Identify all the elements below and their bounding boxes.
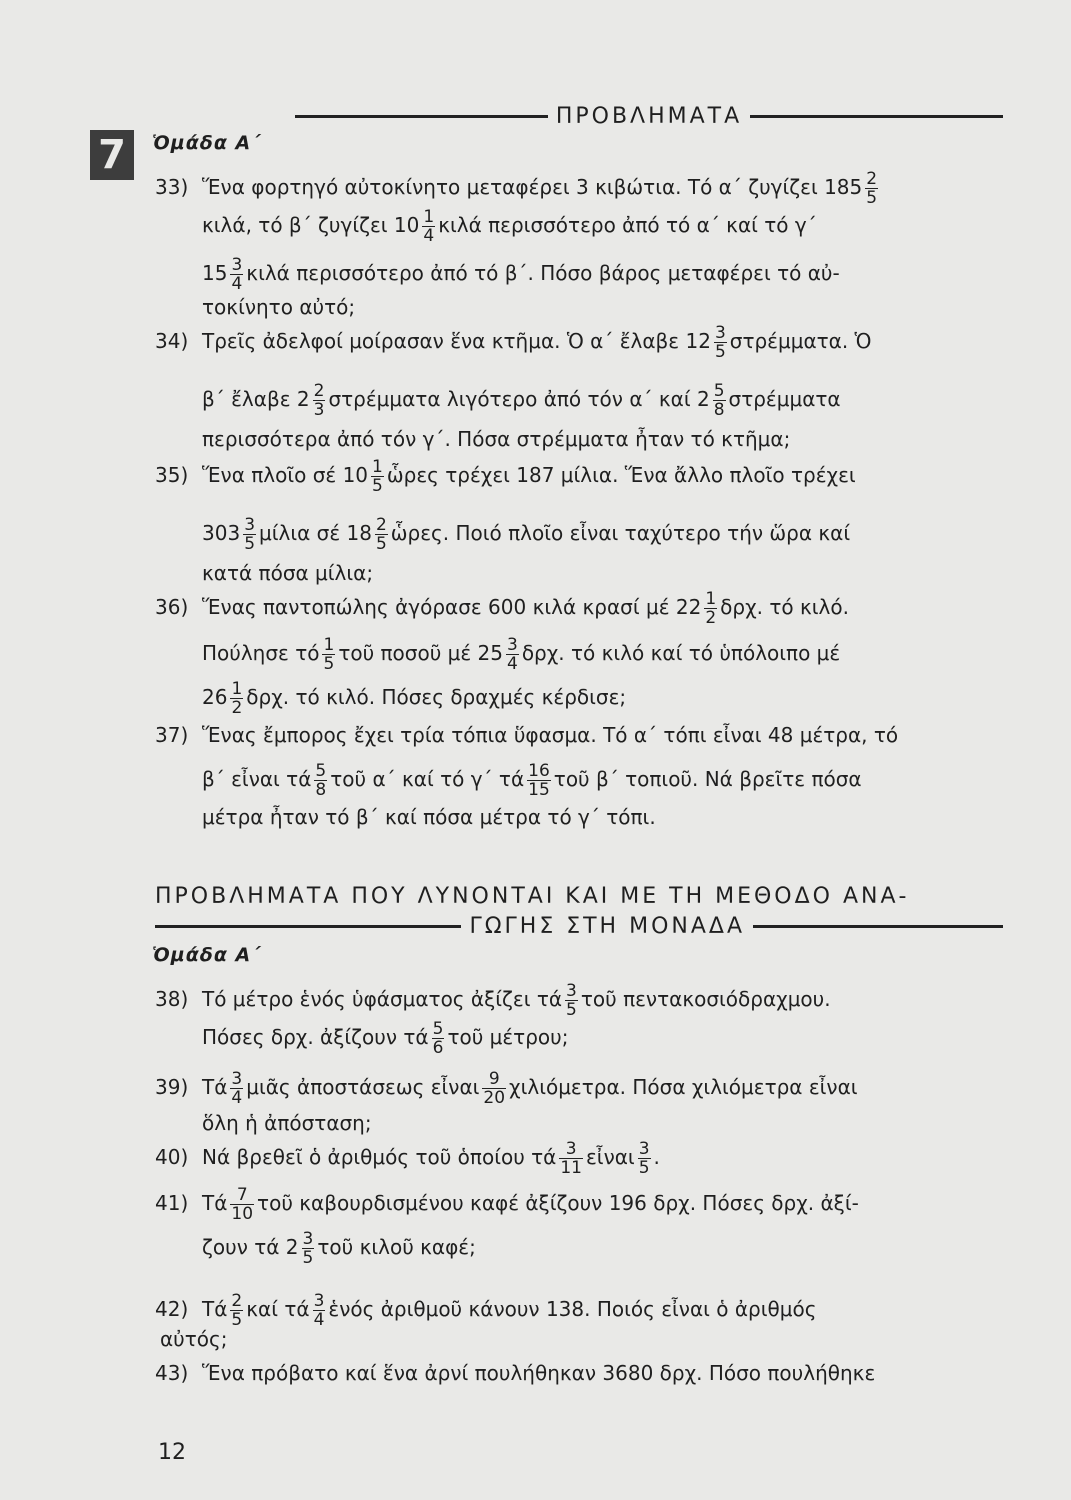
- problem-40-line-1: 40) Νά βρεθεῖ ὁ ἀριθμός τοῦ ὁποίου τά $\frac{3}{11}$ εἶναι $\frac{3}{5}$ .: [155, 1139, 660, 1178]
- fraction: $\frac{2}{3}$: [313, 381, 325, 420]
- section2-title-line-1: ΠΡΟΒΛΗΜΑΤΑ ΠΟΥ ΛΥΝΟΝΤΑΙ ΚΑΙ ΜΕ ΤΗ ΜΕΘΟΔΟ ΑΝΑ-: [155, 884, 910, 909]
- fraction: $\frac{1}{5}$: [372, 457, 383, 496]
- fraction: $\frac{5}{8}$: [713, 381, 725, 420]
- problem-36-line-1: 36) Ἕνας παντοπώλης ἀγόρασε 600 κιλά κρασί μέ 22 $\frac{1}{2}$ δρχ. τό κιλό.: [155, 589, 849, 628]
- fraction: $\frac{3}{11}$: [560, 1139, 582, 1178]
- fraction: $\frac{5}{8}$: [315, 761, 327, 800]
- problem-33-line-3: 15 $\frac{3}{4}$ κιλά περισσότερο ἀπό τό β΄. Πόσο βάρος μεταφέρει τό αὐ-: [202, 255, 840, 294]
- problem-42-line-1: 42) Τά $\frac{2}{5}$ καί τά $\frac{3}{4}$ ἑνός ἀριθμοῦ κάνουν 138. Ποιός εἶναι ὁ ἀριθμός: [155, 1291, 817, 1330]
- problem-34-line-2: β΄ ἔλαβε 2 $\frac{2}{3}$ στρέμματα λιγότερο ἀπό τόν α΄ καί 2 $\frac{5}{8}$ στρέμματα: [202, 381, 841, 420]
- problem-37-line-2: β΄ εἶναι τά $\frac{5}{8}$ τοῦ α΄ καί τό γ΄ τά $\frac{16}{15}$ τοῦ β΄ τοπιοῦ. Νά βρεῖτε πόσα: [202, 761, 862, 800]
- fraction: $\frac{3}{5}$: [566, 981, 577, 1020]
- section-title: ΠΡΟΒΛΗΜΑΤΑ: [555, 104, 743, 129]
- problem-37-line-3: μέτρα ἦταν τό β΄ καί πόσα μέτρα τό γ΄ τόπι.: [202, 805, 656, 829]
- problem-34-line-3: περισσότερα ἀπό τόν γ΄. Πόσα στρέμματα ἦταν τό κτῆμα;: [202, 427, 791, 451]
- fraction: $\frac{3}{5}$: [638, 1139, 650, 1178]
- fraction: $\frac{1}{5}$: [323, 635, 335, 674]
- problem-38-line-2: Πόσες δρχ. ἀξίζουν τά $\frac{5}{6}$ τοῦ μέτρου;: [202, 1019, 569, 1058]
- fraction: $\frac{1}{2}$: [231, 679, 243, 718]
- group-label-2: Ὁμάδα Α΄: [152, 944, 261, 966]
- problem-41-line-1: 41) Τά $\frac{7}{10}$ τοῦ καβουρδισμένου καφέ ἀξίζουν 196 δρχ. Πόσες δρχ. ἀξί-: [155, 1185, 859, 1224]
- problem-35-line-3: κατά πόσα μίλια;: [202, 561, 374, 585]
- fraction: $\frac{5}{6}$: [432, 1019, 444, 1058]
- fraction: $\frac{3}{4}$: [231, 255, 243, 294]
- problem-39-line-2: ὅλη ἡ ἀπόσταση;: [202, 1111, 372, 1135]
- fraction: $\frac{3}{5}$: [714, 323, 726, 362]
- problem-35-line-1: 35) Ἕνα πλοῖο σέ 10 $\frac{1}{5}$ ὧρες τρέχει 187 μίλια. Ἕνα ἄλλο πλοῖο τρέχει: [155, 457, 856, 496]
- fraction: $\frac{7}{10}$: [231, 1185, 254, 1224]
- section2-title-line-2: ΓΩΓΗΣ ΣΤΗ ΜΟΝΑΔΑ: [155, 914, 1003, 939]
- problem-37-line-1: 37) Ἕνας ἔμπορος ἔχει τρία τόπια ὕφασμα. Τό α΄ τόπι εἶναι 48 μέτρα, τό: [155, 723, 899, 747]
- problem-42-line-2: αὐτός;: [160, 1327, 228, 1351]
- problem-39-line-1: 39) Τά $\frac{3}{4}$ μιᾶς ἀποστάσεως εἶναι $\frac{9}{20}$ χιλιόμετρα. Πόσα χιλιόμετρα εἶναι: [155, 1069, 858, 1108]
- fraction: $\frac{2}{5}$: [866, 169, 878, 208]
- fraction: $\frac{1}{4}$: [423, 207, 435, 246]
- fraction: $\frac{3}{5}$: [244, 515, 256, 554]
- fraction: $\frac{2}{5}$: [375, 515, 387, 554]
- problem-34-line-1: 34) Τρεῖς ἀδελφοί μοίρασαν ἕνα κτῆμα. Ὁ α΄ ἔλαβε 12 $\frac{3}{5}$ στρέμματα. Ὁ: [155, 323, 872, 362]
- page-number: 12: [158, 1440, 186, 1465]
- problem-35-line-2: 303 $\frac{3}{5}$ μίλια σέ 18 $\frac{2}{5}$ ὧρες. Ποιό πλοῖο εἶναι ταχύτερο τήν ὥρα καί: [202, 515, 851, 554]
- problem-41-line-2: ζουν τά 2 $\frac{3}{5}$ τοῦ κιλοῦ καφέ;: [202, 1229, 476, 1268]
- chapter-tab: 7: [90, 130, 134, 180]
- problem-33-line-2: κιλά, τό β΄ ζυγίζει 10 $\frac{1}{4}$ κιλά περισσότερο ἀπό τό α΄ καί τό γ΄: [202, 207, 817, 246]
- fraction: $\frac{3}{4}$: [231, 1069, 243, 1108]
- problem-38-line-1: 38) Τό μέτρο ἑνός ὑφάσματος ἀξίζει τά $\frac{3}{5}$ τοῦ πεντακοσιόδραχμου.: [155, 981, 831, 1020]
- fraction: $\frac{3}{4}$: [313, 1291, 325, 1330]
- fraction: $\frac{16}{15}$: [528, 761, 550, 800]
- problem-43-line-1: 43) Ἕνα πρόβατο καί ἕνα ἀρνί πουλήθηκαν 3680 δρχ. Πόσο πουλήθηκε: [155, 1361, 876, 1385]
- group-label: Ὁμάδα Α΄: [152, 132, 261, 154]
- section-header-problems: [155, 104, 1003, 129]
- problem-33-line-1: 33) Ἕνα φορτηγό αὐτοκίνητο μεταφέρει 3 κιβώτια. Τό α΄ ζυγίζει 185 $\frac{2}{5}$: [155, 169, 878, 208]
- problem-33-line-4: τοκίνητο αὐτό;: [202, 295, 356, 319]
- fraction: $\frac{2}{5}$: [231, 1291, 243, 1330]
- fraction: $\frac{1}{2}$: [705, 589, 717, 628]
- fraction: $\frac{3}{4}$: [506, 635, 518, 674]
- problem-36-line-2: Πούλησε τό $\frac{1}{5}$ τοῦ ποσοῦ μέ 25 $\frac{3}{4}$ δρχ. τό κιλό καί τό ὑπόλοιπο μέ: [202, 635, 841, 674]
- fraction: $\frac{3}{5}$: [302, 1229, 314, 1268]
- fraction: $\frac{9}{20}$: [483, 1069, 506, 1108]
- problem-36-line-3: 26 $\frac{1}{2}$ δρχ. τό κιλό. Πόσες δραχμές κέρδισε;: [202, 679, 627, 718]
